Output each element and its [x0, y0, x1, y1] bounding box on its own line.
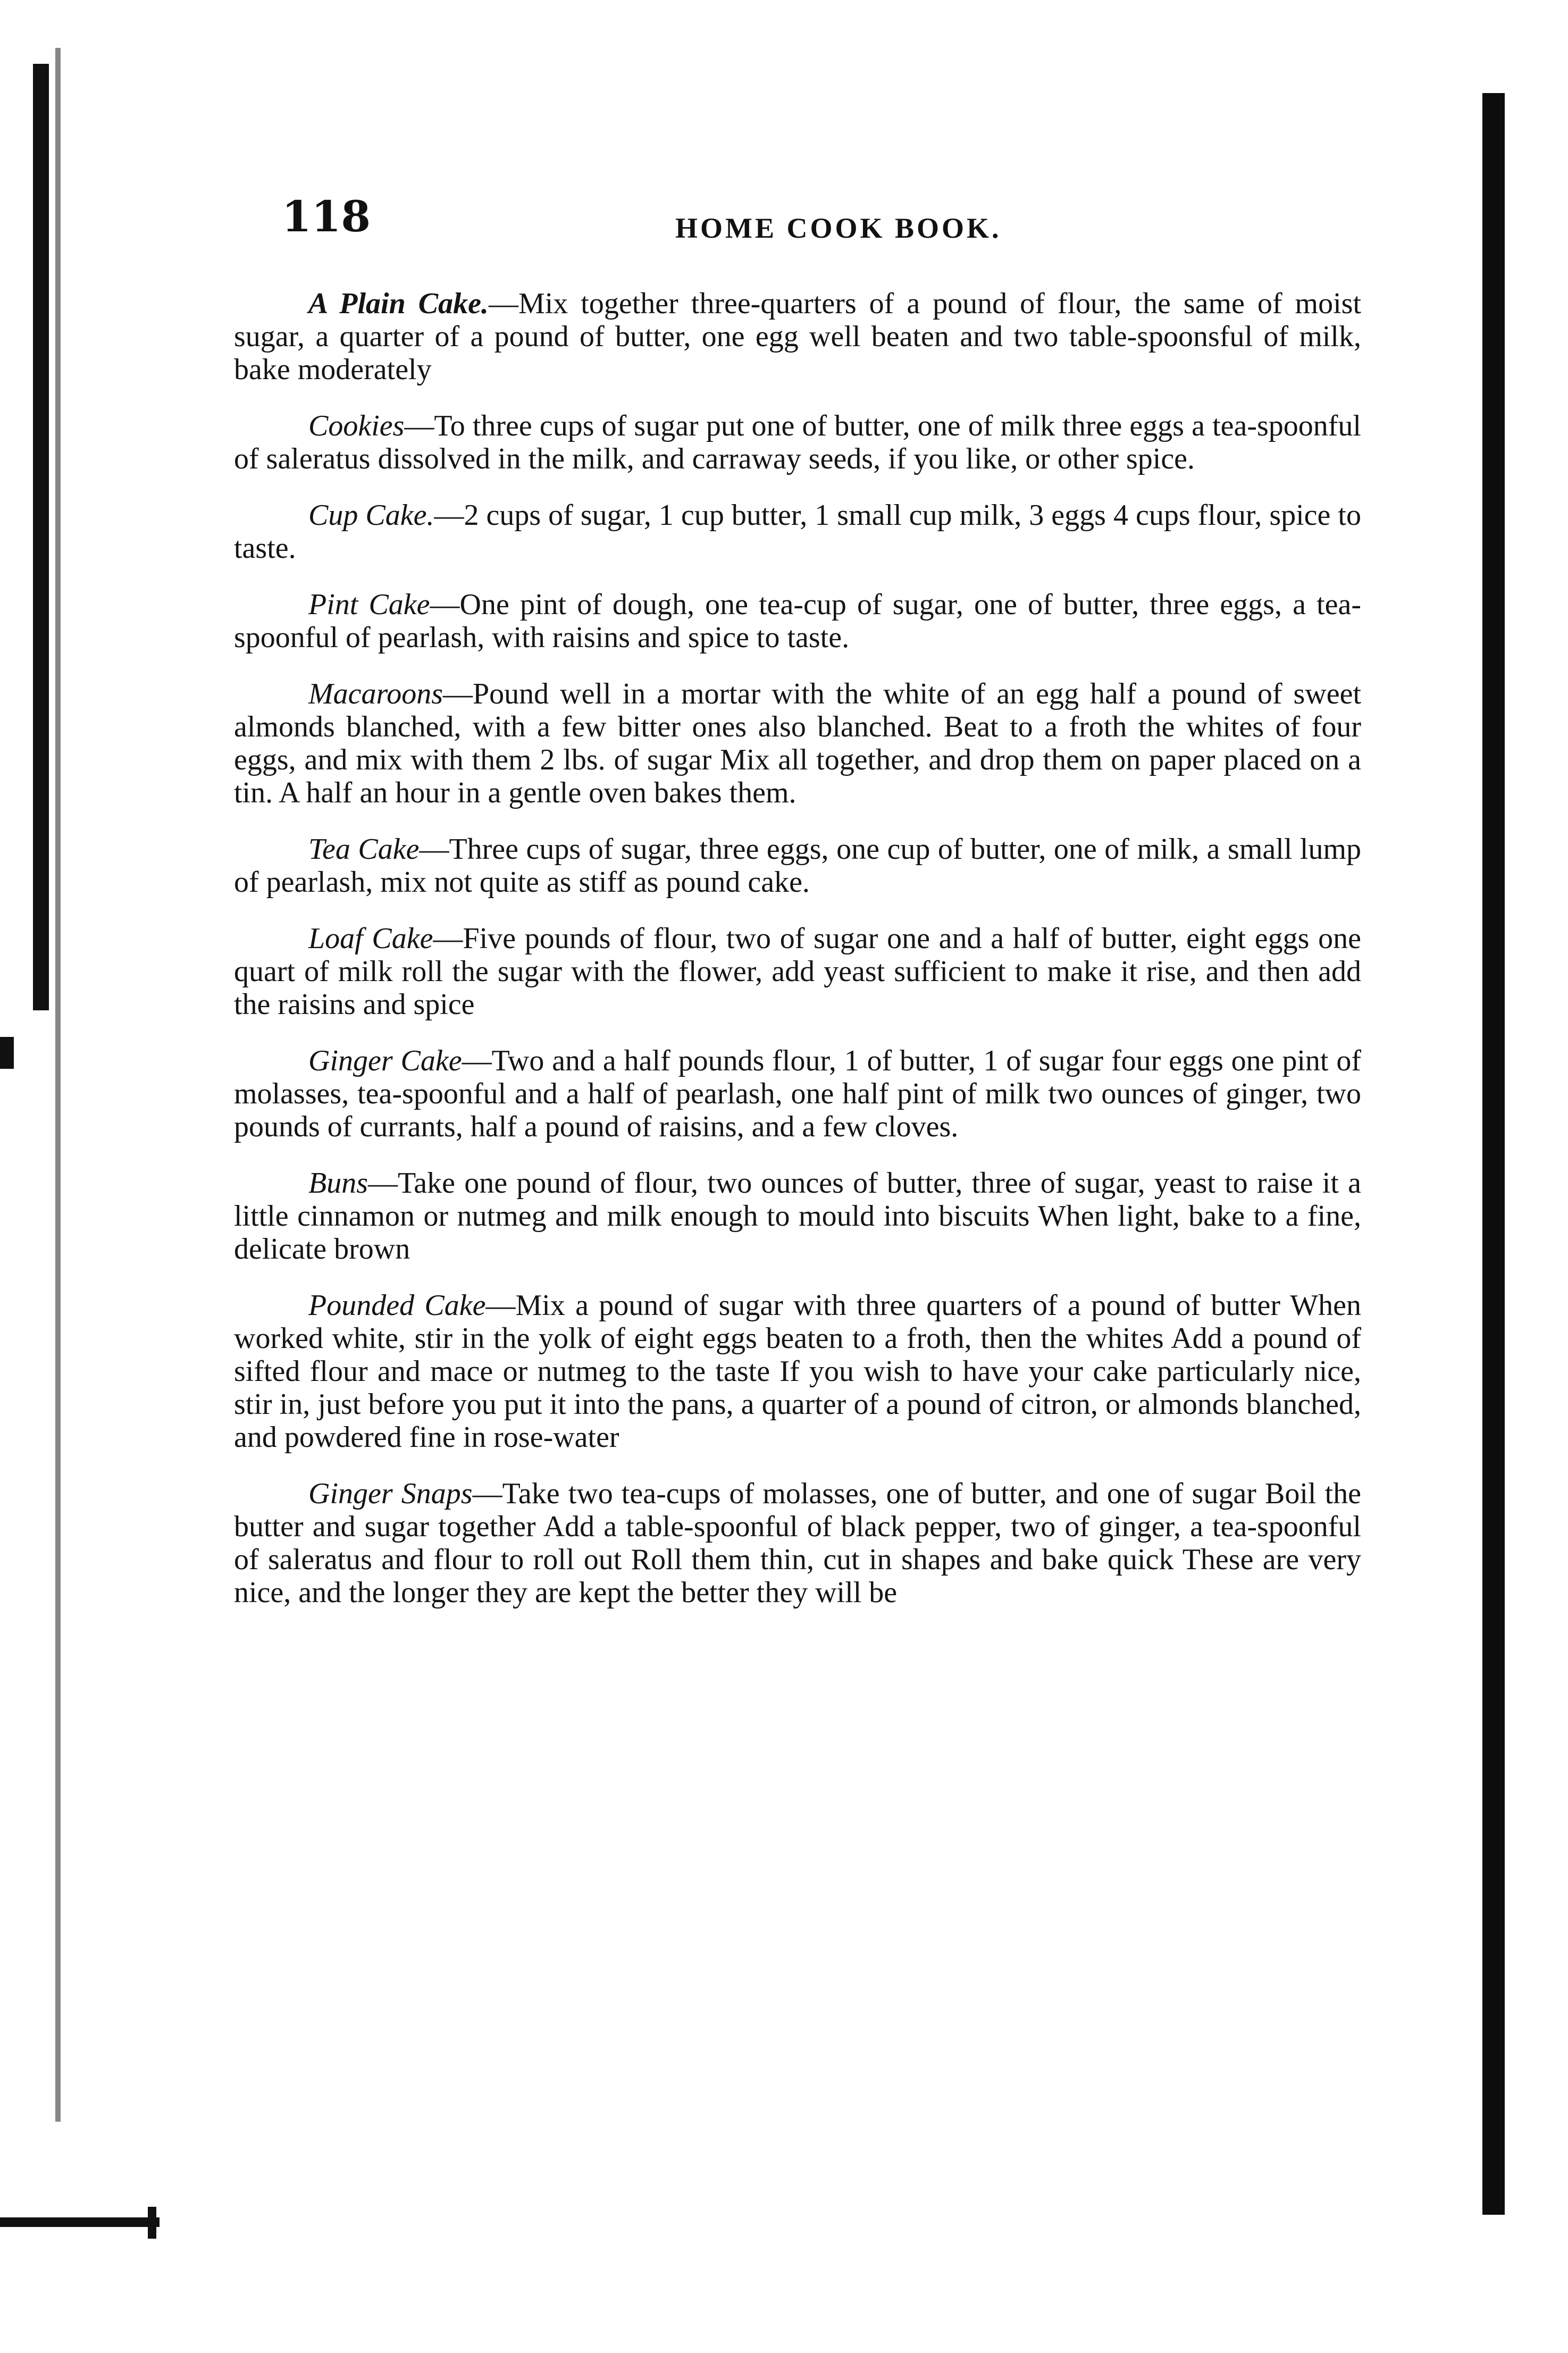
recipe-pounded-cake — [234, 1289, 1361, 1454]
recipe-macaroons — [234, 677, 1361, 809]
page-content — [234, 287, 1361, 1632]
recipe-title: Pint Cake — [308, 588, 430, 621]
recipe-body: —Mix together three-quarters of a pound of flour, the same of moist sugar, a quarter of a pound of butter, one egg well beaten and two table-spoonsful of milk, bake moderately — [234, 287, 1361, 386]
recipe-pint-cake — [234, 588, 1361, 654]
scan-edge-bottom — [0, 2217, 160, 2227]
recipe-body: —Mix a pound of sugar with three quarters of a pound of butter When worked white, stir in the yolk of eight eggs beaten to a froth, then the whites Add a pound of sifted flour and mace or nutmeg to the taste If you wish to have your cake particularly nice, stir in, just before you put it into the pans, a quarter of a pound of citron, or almonds blanched, and powdered fine in rose-water — [234, 1289, 1362, 1454]
recipe-body: —Pound well in a mortar with the white of an egg half a pound of sweet almonds blanched, with a few bitter ones also blanched. Beat to a froth the whites of four eggs, and mix with them 2 lbs. of sugar Mix all together, and drop them on paper placed on a tin. A half an hour in a gentle oven bakes them. — [234, 677, 1361, 809]
page-number: 118 — [282, 191, 371, 241]
scan-edge-right — [1482, 93, 1505, 2215]
recipe-body: —2 cups of sugar, 1 cup butter, 1 small cup milk, 3 eggs 4 cups flour, spice to taste. — [234, 499, 1361, 565]
recipe-title: Pounded Cake — [308, 1289, 486, 1322]
recipe-title: Tea Cake — [308, 833, 420, 866]
recipe-body: —Three cups of sugar, three eggs, one cup of butter, one of milk, a small lump of pearlash, mix not quite as stiff as pound cake. — [234, 833, 1362, 899]
recipe-title: Cookies — [308, 409, 405, 442]
recipe-body: —One pint of dough, one tea-cup of sugar, one of butter, three eggs, a tea-spoonful of pearlash, with raisins and spice to taste. — [234, 588, 1362, 654]
recipe-title: Loaf Cake — [308, 922, 433, 955]
scan-edge-left-inner — [55, 48, 61, 2122]
recipe-title: Buns — [308, 1167, 368, 1200]
recipe-title: A Plain Cake. — [308, 287, 489, 320]
scan-edge-left — [33, 64, 49, 1010]
recipe-tea-cake — [234, 833, 1361, 899]
recipe-buns — [234, 1167, 1361, 1266]
scan-speck — [0, 1037, 14, 1069]
recipe-body: —Take one pound of flour, two ounces of butter, three of sugar, yeast to raise it a little cinnamon or nutmeg and milk enough to mould into biscuits When light, bake to a fine, delicate brown — [234, 1167, 1361, 1266]
recipe-title: Cup Cake. — [308, 499, 434, 532]
recipe-title: Macaroons — [308, 677, 443, 710]
page-header — [282, 181, 1462, 255]
recipe-cookies — [234, 409, 1361, 475]
recipe-plain-cake — [234, 287, 1361, 386]
recipe-ginger-cake — [234, 1044, 1361, 1143]
recipe-loaf-cake — [234, 922, 1361, 1021]
recipe-title: Ginger Cake — [308, 1044, 462, 1077]
recipe-body: —To three cups of sugar put one of butter, one of milk three eggs a tea-spoonful of saleratus dissolved in the milk, and carraway seeds, if you like, or other spice. — [234, 409, 1361, 475]
recipe-cup-cake — [234, 499, 1361, 565]
recipe-title: Ginger Snaps — [308, 1477, 473, 1510]
recipe-body: —Five pounds of flour, two of sugar one and a half of butter, eight eggs one quart of milk roll the sugar with the flower, add yeast sufficient to make it rise, and then add the raisins and spice — [234, 922, 1362, 1021]
recipe-body: —Two and a half pounds flour, 1 of butter, 1 of sugar four eggs one pint of molasses, tea-spoonful and a half of pearlash, one half pint of milk two ounces of ginger, two pounds of currants, half a pound of raisins, and a few cloves. — [234, 1044, 1361, 1143]
recipe-ginger-snaps — [234, 1477, 1361, 1609]
recipe-body: —Take two tea-cups of molasses, one of butter, and one of sugar Boil the butter and sugar together Add a table-spoonful of black pepper, two of ginger, a tea-spoonful of saleratus and flour to roll out Roll them thin, cut in shapes and bake quick These are very nice, and the longer they are kept the better they will be — [234, 1477, 1361, 1609]
scan-speck — [148, 2207, 156, 2239]
running-head: HOME COOK BOOK. — [675, 212, 1002, 244]
